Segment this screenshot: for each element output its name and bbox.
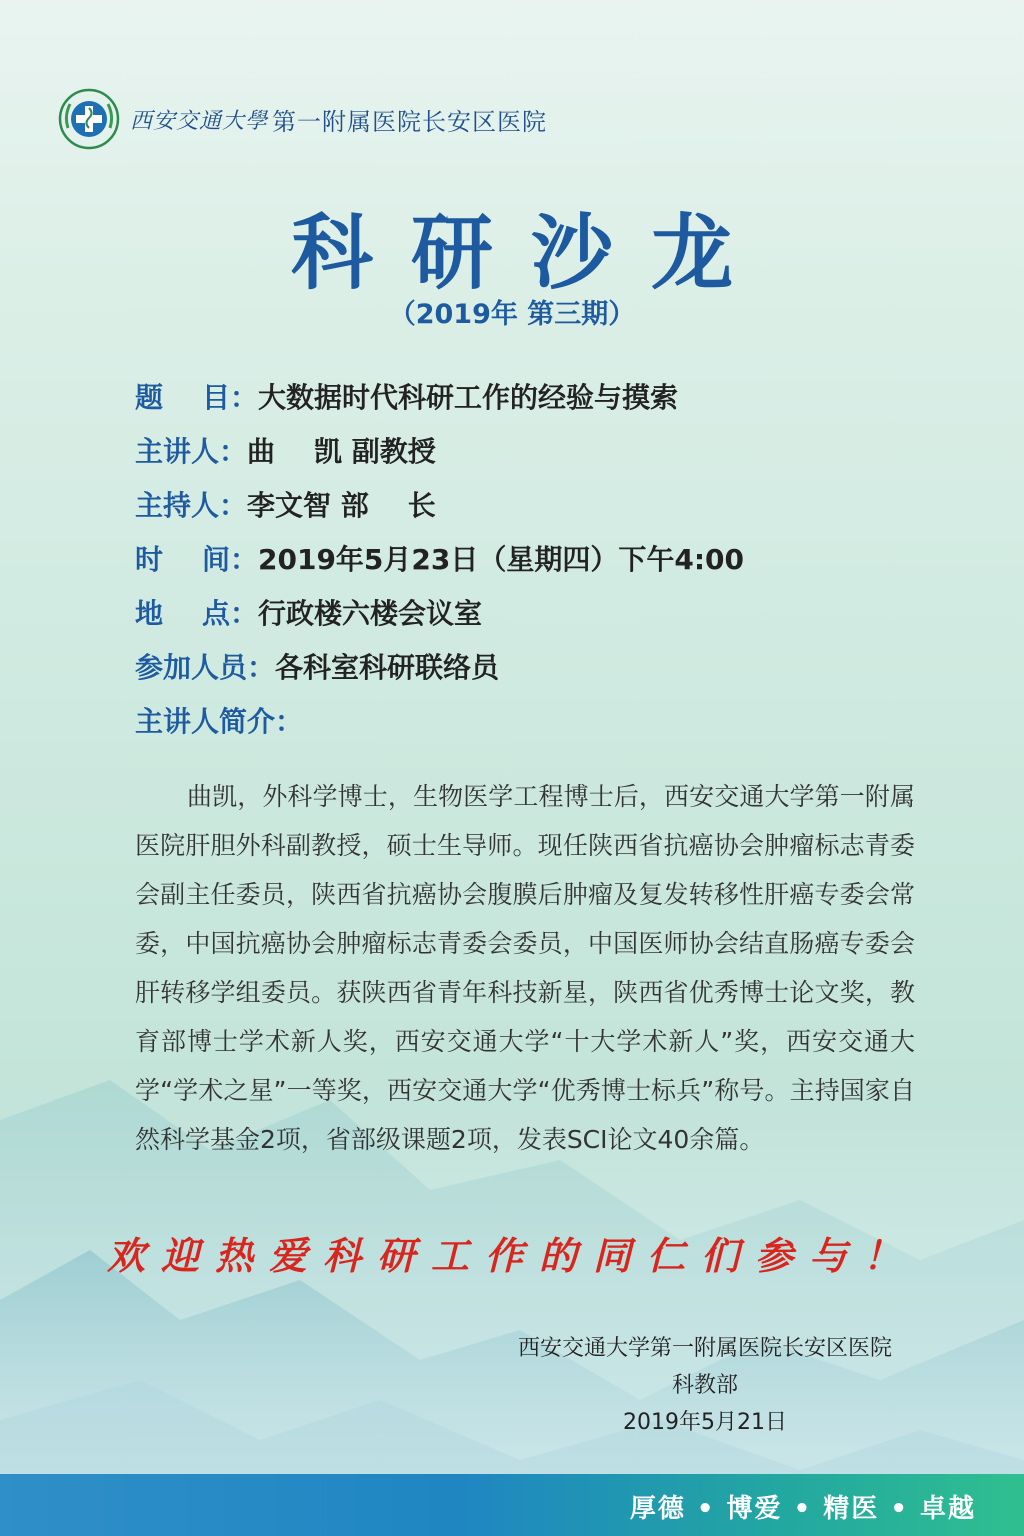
info-value: 大数据时代科研工作的经验与摸索 bbox=[258, 381, 679, 414]
info-value: 李文智 部 长 bbox=[247, 489, 436, 522]
speaker-bio: 曲凯，外科学博士，生物医学工程博士后，西安交通大学第一附属医院肝胆外科副教授，硕士生导师。现任陕西省抗癌协会肿瘤标志青委会副主任委员，陕西省抗癌协会腹膜后肿瘤及复发转移性肝癌专委会常委，中国抗癌协会肿瘤标志青委会委员，中国医师协会结直肠癌专委会肝转移学组委员。获陕西省青年科技新星，陕西省优秀博士论文奖，教育部博士学术新人奖，西安交通大学“十大学术新人”奖，西安交通大学“学术之星”一等奖，西安交通大学“优秀博士标兵”称号。主持国家自然科学基金2项，省部级课题2项，发表SCI论文40余篇。 bbox=[135, 782, 915, 1154]
info-row-host bbox=[135, 484, 744, 538]
info-label: 题 目： bbox=[135, 381, 258, 414]
welcome-message: 欢迎热爱科研工作的同仁们参与！ bbox=[106, 1233, 917, 1278]
info-row-bio-heading bbox=[135, 700, 744, 754]
motto: 厚德 • 博爱 • 精医 • 卓越 bbox=[629, 1494, 976, 1524]
header bbox=[58, 88, 547, 150]
bottom-bar bbox=[0, 1474, 1024, 1536]
info-row-topic bbox=[135, 376, 744, 430]
org-name: 第一附属医院长安区医院 bbox=[272, 107, 548, 136]
info-label: 主持人： bbox=[135, 489, 248, 522]
page-title: 科研沙龙 bbox=[290, 205, 771, 301]
info-value: 曲 凯 副教授 bbox=[247, 435, 436, 468]
info-label: 主讲人： bbox=[135, 435, 248, 468]
info-row-speaker bbox=[135, 430, 744, 484]
footer-org: 西安交通大学第一附属医院长安区医院 bbox=[517, 1336, 892, 1361]
footer-signature bbox=[440, 1330, 970, 1441]
info-label: 参加人员： bbox=[135, 651, 276, 684]
info-row-time bbox=[135, 538, 744, 592]
event-info bbox=[135, 376, 744, 754]
info-row-location bbox=[135, 592, 744, 646]
org-name-cursive: 西安交通大學 bbox=[130, 108, 269, 134]
info-label: 时 间： bbox=[135, 543, 258, 576]
info-label: 地 点： bbox=[135, 597, 258, 630]
info-label: 主讲人简介： bbox=[135, 705, 304, 738]
info-value: 各科室科研联络员 bbox=[275, 651, 500, 684]
footer-date: 2019年5月21日 bbox=[623, 1410, 787, 1435]
info-row-attendees bbox=[135, 646, 744, 700]
hospital-emblem-icon bbox=[58, 88, 120, 150]
footer-dept: 科教部 bbox=[671, 1373, 738, 1398]
issue-label: （2019年 第三期） bbox=[388, 299, 636, 330]
info-value: 行政楼六楼会议室 bbox=[258, 597, 483, 630]
info-value: 2019年5月23日（星期四）下午4:00 bbox=[258, 543, 745, 576]
